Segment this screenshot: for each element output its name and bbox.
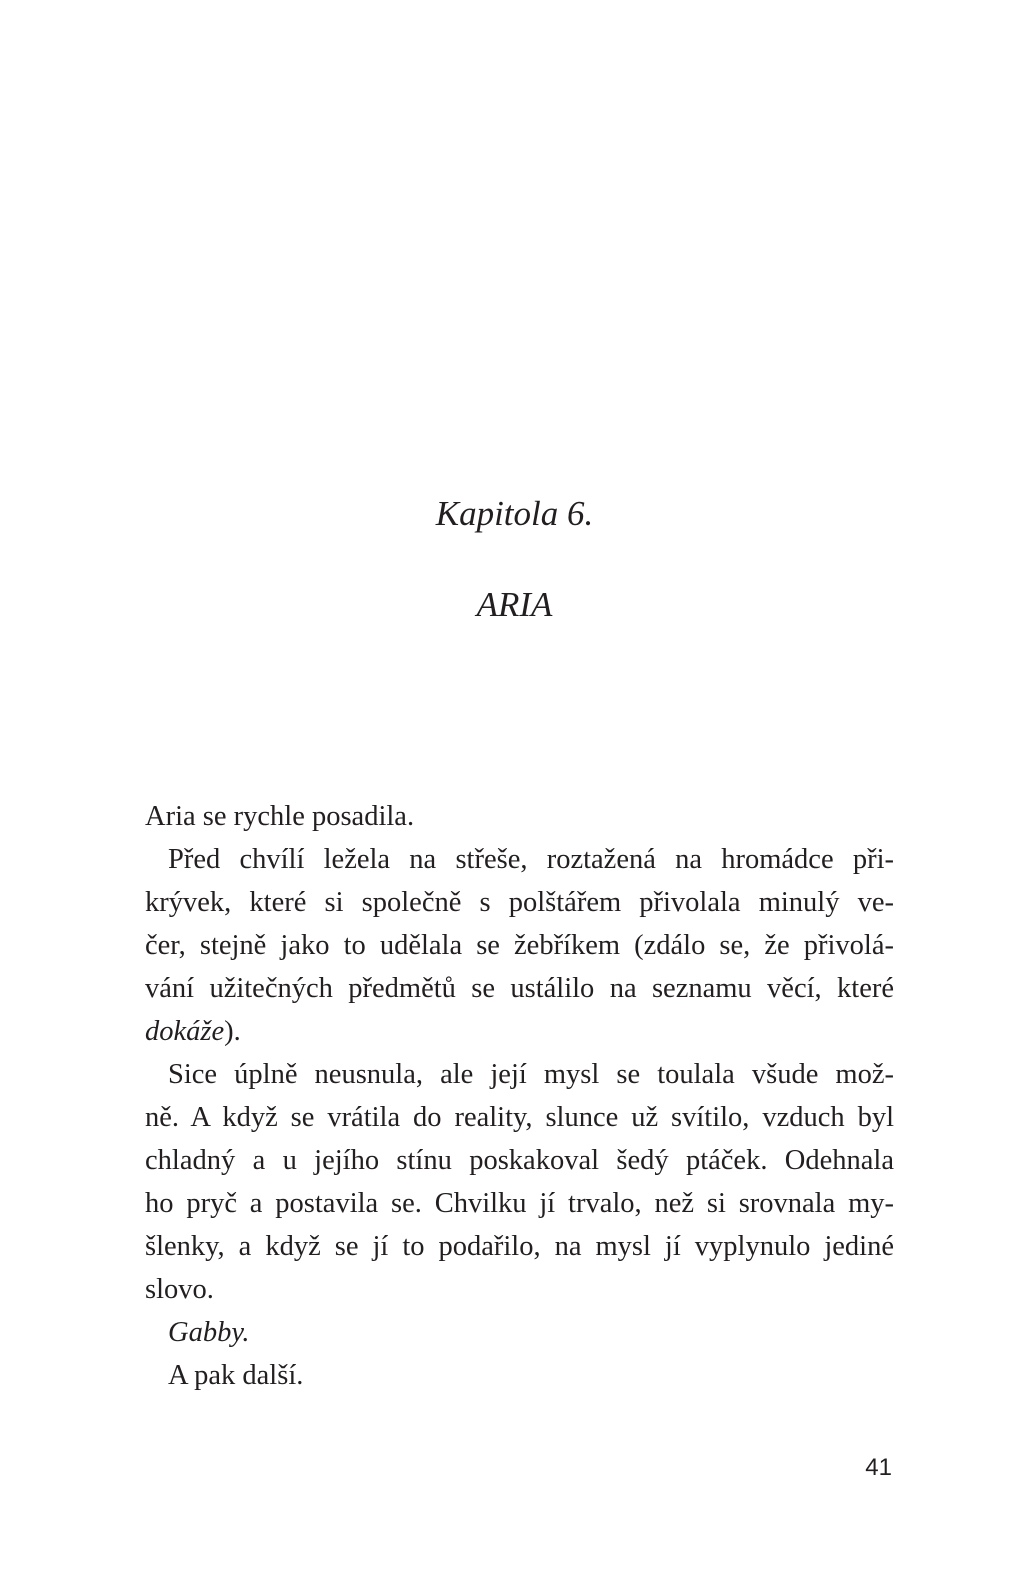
body-line: šlenky, a když se jí to podařilo, na mysl jí vyplynulo jediné	[145, 1231, 894, 1262]
body-line: A pak další.	[168, 1360, 304, 1391]
body-line: čer, stejně jako to udělala se žebříkem (zdálo se, že přivolá-	[145, 930, 894, 961]
body-line: Gabby.	[168, 1317, 250, 1348]
body-line: Před chvílí ležela na střeše, roztažená na hromádce při-	[168, 844, 894, 875]
page-number: 41	[865, 1454, 892, 1481]
chapter-number: Kapitola 6.	[435, 494, 594, 533]
body-line: ho pryč a postavila se. Chvilku jí trvalo, než si srovnala my-	[145, 1188, 894, 1219]
body-line: Sice úplně neusnula, ale její mysl se toulala všude mož-	[168, 1059, 894, 1090]
body-line: Aria se rychle posadila.	[145, 801, 415, 832]
body-line: ně. A když se vrátila do reality, slunce už svítilo, vzduch byl	[145, 1102, 894, 1133]
body-line: vání užitečných předmětů se ustálilo na seznamu věcí, které	[145, 973, 894, 1004]
body-line	[145, 1012, 894, 1052]
body-line: krývek, které si společně s polštářem přivolala minulý ve-	[145, 887, 894, 918]
chapter-title: ARIA	[476, 585, 553, 624]
body-line: chladný a u jejího stínu poskakoval šedý ptáček. Odehnala	[145, 1145, 894, 1176]
body-line: slovo.	[145, 1274, 214, 1305]
emphasis-text: dokáže	[145, 1016, 225, 1047]
body-text: ).	[224, 1016, 241, 1047]
